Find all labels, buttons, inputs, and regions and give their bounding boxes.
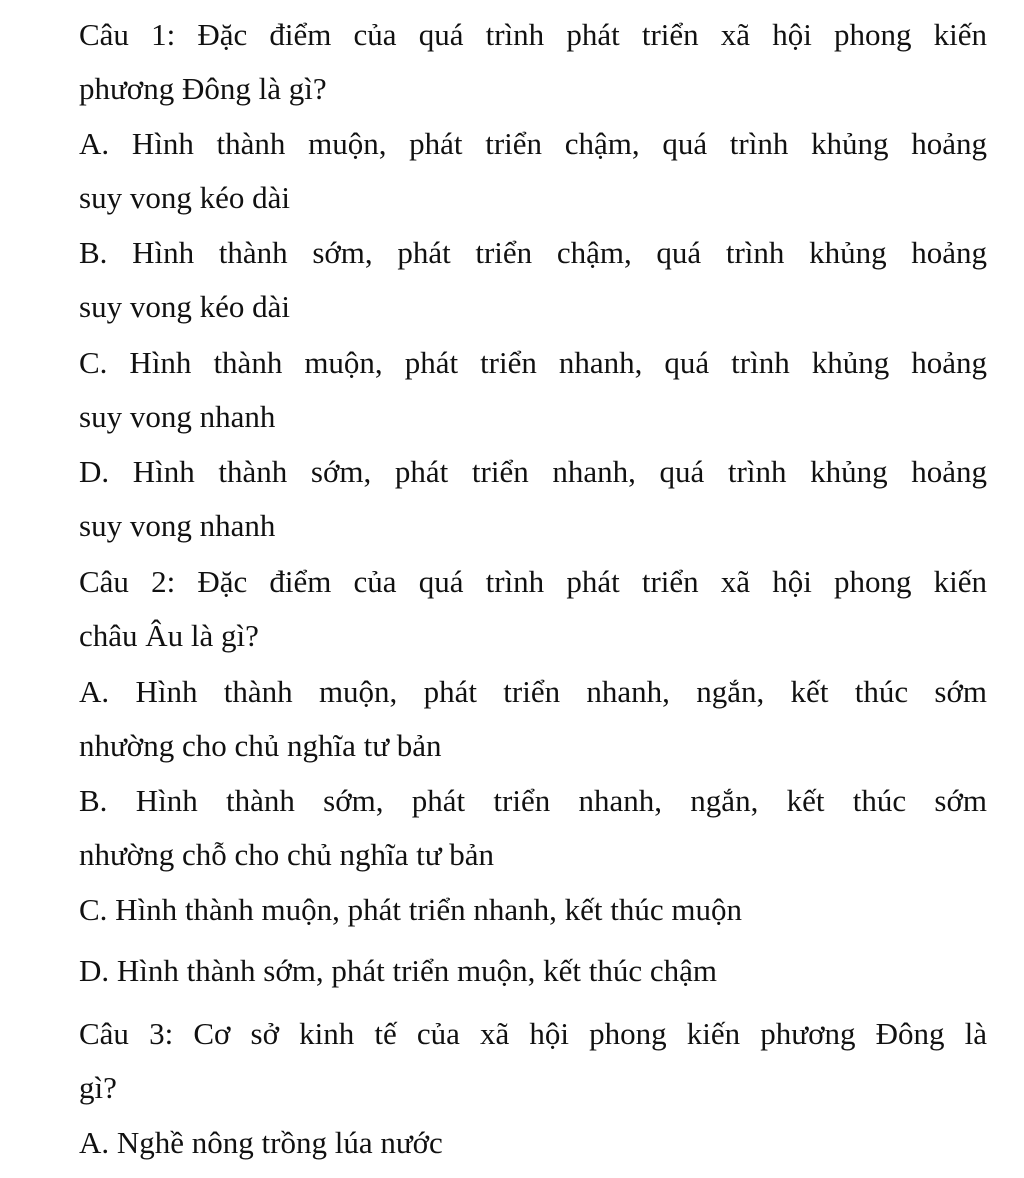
option-line-1: A. Hình thành muộn, phát triển nhanh, ngắn, kết thúc sớm <box>79 674 987 709</box>
question-2-line-2: châu Âu là gì? <box>79 618 259 653</box>
option-line-2: suy vong nhanh <box>79 399 276 434</box>
question-2-text <box>79 555 987 663</box>
option-line-1: D. Hình thành sớm, phát triển muộn, kết thúc chậm <box>79 953 717 988</box>
option-line-2: nhường chỗ cho chủ nghĩa tư bản <box>79 837 495 872</box>
question-1-option-a <box>79 117 987 225</box>
option-line-1: A. Nghề nông trồng lúa nước <box>79 1125 443 1160</box>
question-1-text <box>79 8 987 116</box>
question-1-line-2: phương Đông là gì? <box>79 71 327 106</box>
option-line-2: suy vong nhanh <box>79 508 276 543</box>
question-1-line-1: Câu 1: Đặc điểm của quá trình phát triển xã hội phong kiến <box>79 17 987 52</box>
question-2-line-1: Câu 2: Đặc điểm của quá trình phát triển xã hội phong kiến <box>79 564 987 599</box>
option-line-1: B. Hình thành sớm, phát triển chậm, quá trình khủng hoảng <box>79 235 987 270</box>
question-3-option-a <box>79 1116 987 1170</box>
option-line-2: nhường cho chủ nghĩa tư bản <box>79 728 442 763</box>
option-line-1: B. Hình thành sớm, phát triển nhanh, ngắn, kết thúc sớm <box>79 783 987 818</box>
option-line-1: A. Hình thành muộn, phát triển chậm, quá trình khủng hoảng <box>79 126 987 161</box>
option-line-2: suy vong kéo dài <box>79 289 290 324</box>
option-line-1: C. Hình thành muộn, phát triển nhanh, quá trình khủng hoảng <box>79 345 987 380</box>
question-2-option-c <box>79 883 987 937</box>
question-2-option-d <box>79 944 987 998</box>
question-2-option-a <box>79 665 987 773</box>
question-1-option-d <box>79 445 987 553</box>
question-3-line-2: gì? <box>79 1070 117 1105</box>
option-line-2: suy vong kéo dài <box>79 180 290 215</box>
question-2-option-b <box>79 774 987 882</box>
option-line-1: C. Hình thành muộn, phát triển nhanh, kết thúc muộn <box>79 892 742 927</box>
question-3-text <box>79 1007 987 1115</box>
option-line-1: D. Hình thành sớm, phát triển nhanh, quá trình khủng hoảng <box>79 454 987 489</box>
question-1-option-c <box>79 336 987 444</box>
question-1-option-b <box>79 226 987 334</box>
question-3-line-1: Câu 3: Cơ sở kinh tế của xã hội phong kiến phương Đông là <box>79 1016 987 1051</box>
